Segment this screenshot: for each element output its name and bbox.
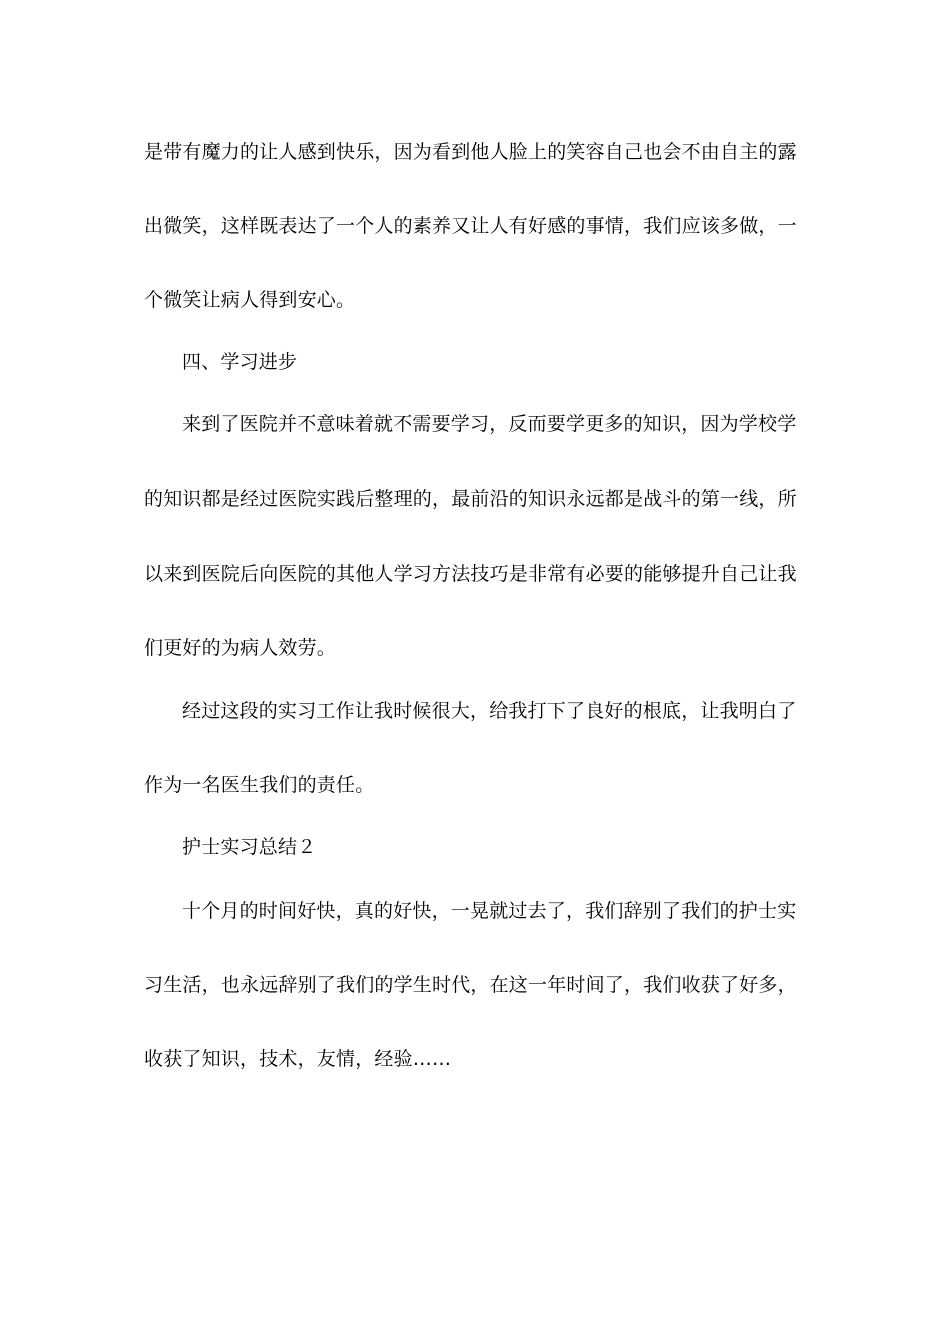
paragraph-line: 十个月的时间好快，真的好快，一晃就过去了，我们辞别了我们的护士实	[182, 900, 797, 922]
paragraph-line: 以来到医院后向医院的其他人学习方法技巧是非常有必要的能够提升自己让我	[144, 563, 797, 585]
paragraph-line: 个微笑让病人得到安心。	[144, 289, 356, 311]
paragraph-line: 作为一名医生我们的责任。	[144, 774, 375, 796]
paragraph-line: 是带有魔力的让人感到快乐，因为看到他人脸上的笑容自己也会不由自主的露	[144, 141, 797, 163]
paragraph-line: 们更好的为病人效劳。	[144, 637, 337, 659]
paragraph-line: 收获了知识，技术，友情，经验……	[144, 1048, 452, 1070]
section-heading: 四、学习进步	[182, 351, 298, 373]
paragraph-line: 来到了医院并不意味着就不需要学习，反而要学更多的知识，因为学校学	[182, 413, 797, 435]
paragraph-line: 习生活，也永远辞别了我们的学生时代，在这一年时间了，我们收获了好多，	[144, 974, 797, 996]
paragraph-line: 的知识都是经过医院实践后整理的，最前沿的知识永远都是战斗的第一线，所	[144, 488, 797, 510]
paragraph-line: 经过这段的实习工作让我时候很大，给我打下了良好的根底，让我明白了	[182, 700, 797, 722]
paragraph-line: 出微笑，这样既表达了一个人的素养又让人有好感的事情，我们应该多做，一	[144, 215, 797, 237]
section-heading: 护士实习总结２	[182, 836, 317, 858]
